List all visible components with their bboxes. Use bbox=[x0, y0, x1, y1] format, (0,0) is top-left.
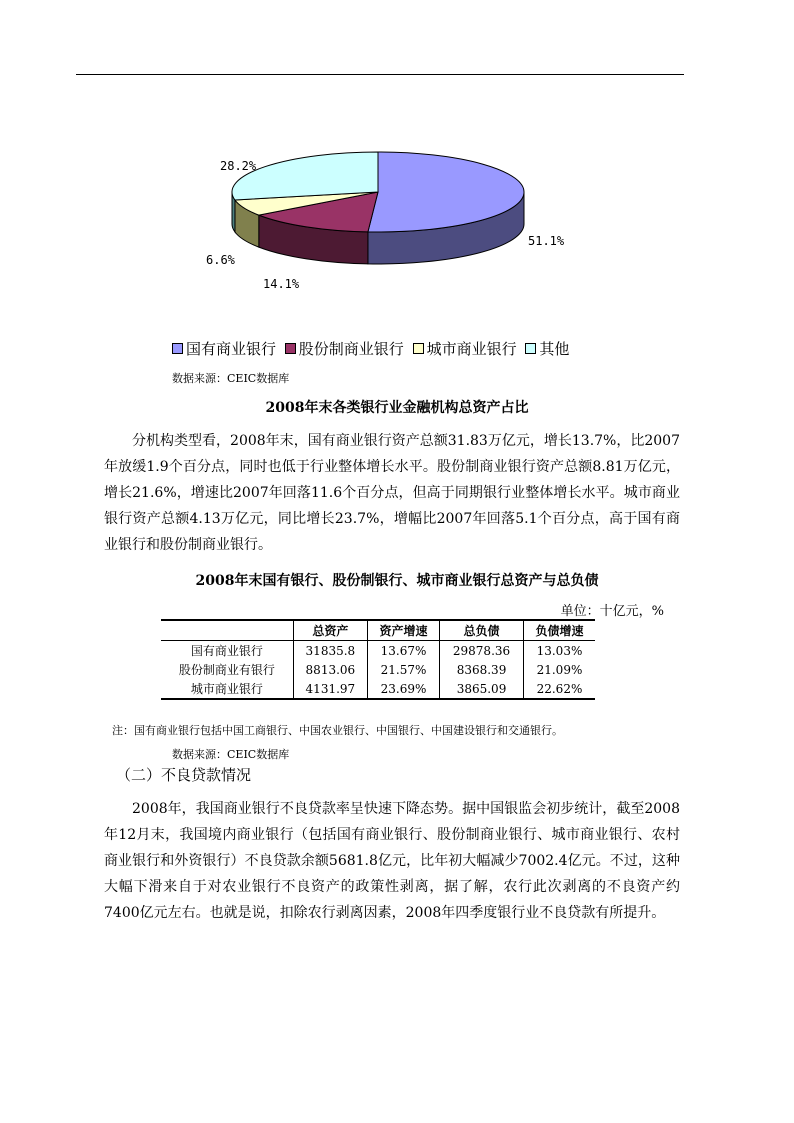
legend-swatch bbox=[172, 343, 183, 354]
table-cell: 31835.8 bbox=[293, 641, 367, 661]
chart-legend bbox=[172, 338, 573, 359]
table-caption: 2008年末国有银行、股份制银行、城市商业银行总资产与总负债 bbox=[195, 573, 599, 589]
table-cell: 22.62% bbox=[523, 679, 595, 699]
legend-swatch bbox=[413, 343, 424, 354]
pie-label-gufenzhi: 14.1% bbox=[263, 277, 300, 291]
legend-item-gufenzhi bbox=[285, 338, 404, 359]
pie-label-qita: 28.2% bbox=[220, 159, 257, 173]
table-row bbox=[161, 660, 595, 679]
section-title: （二）不良贷款情况 bbox=[116, 766, 252, 784]
legend-swatch bbox=[525, 343, 536, 354]
pie-chart bbox=[160, 140, 600, 300]
table-header-cell: 总资产 bbox=[293, 620, 367, 641]
legend-item-guoyou bbox=[172, 338, 276, 359]
pie-label-chengshi: 6.6% bbox=[206, 253, 235, 267]
table-cell: 3865.09 bbox=[440, 679, 524, 699]
table-header-row bbox=[161, 620, 595, 641]
table-row bbox=[161, 641, 595, 661]
legend-item-qita bbox=[525, 338, 569, 359]
table-row bbox=[161, 679, 595, 699]
legend-label: 股份制商业银行 bbox=[298, 340, 404, 358]
table-cell: 城市商业银行 bbox=[161, 679, 293, 699]
table-source: 数据来源：CEIC数据库 bbox=[172, 748, 290, 761]
table-cell: 国有商业银行 bbox=[190, 644, 263, 658]
table-cell: 13.03% bbox=[523, 641, 595, 661]
body-paragraph-1: 分机构类型看，2008年末，国有商业银行资产总额31.83万亿元，增长13.7%，比2007年放缓1.9个百分点，同时也低于行业整体增长水平。股份制商业银行资产总额8.81万亿元，增长21.6%，增速比2007年回落11.6个百分点，但高于同期银行业整体增长水平。城市商业银行资产总额4.13万亿元，同比增长23.7%，增幅比2007年回落5.1个百分点，高于国有商业银行和股份制商业银行。 bbox=[104, 433, 680, 553]
table-cell: 29878.36 bbox=[440, 641, 524, 661]
table-unit: 单位：十亿元，% bbox=[560, 604, 664, 619]
header-rule bbox=[76, 74, 684, 75]
chart-caption: 2008年末各类银行业金融机构总资产占比 bbox=[265, 400, 529, 416]
pie-label-guoyou: 51.1% bbox=[528, 234, 565, 248]
table-note: 注：国有商业银行包括中国工商银行、中国农业银行、中国银行、中国建设银行和交通银行。 bbox=[112, 724, 563, 737]
legend-label: 国有商业银行 bbox=[186, 340, 277, 358]
legend-label: 其他 bbox=[539, 340, 570, 358]
table-cell: 23.69% bbox=[367, 679, 439, 699]
table-cell: 21.09% bbox=[523, 660, 595, 679]
table-header-cell: 资产增速 bbox=[367, 620, 439, 641]
table-header-cell bbox=[161, 620, 293, 641]
body-paragraph-2: 2008年，我国商业银行不良贷款率呈快速下降态势。据中国银监会初步统计，截至2008年12月末，我国境内商业银行（包括国有商业银行、股份制商业银行、城市商业银行、农村商业银行和外资银行）不良贷款余额5681.8亿元，比年初大幅减少7002.4亿元。不过，这种大幅下滑来自于对农业银行不良资产的政策性剥离，据了解，农行此次剥离的不良资产约7400亿元左右。也就是说，扣除农行剥离因素，2008年四季度银行业不良贷款有所提升。 bbox=[104, 801, 680, 921]
table-cell: 股份制商业有银行 bbox=[178, 663, 275, 677]
table-cell: 21.57% bbox=[367, 660, 439, 679]
table-header-cell: 总负债 bbox=[440, 620, 524, 641]
table-cell: 8813.06 bbox=[293, 660, 367, 679]
legend-item-chengshi bbox=[413, 338, 517, 359]
table-cell: 4131.97 bbox=[293, 679, 367, 699]
table-header-cell: 负债增速 bbox=[523, 620, 595, 641]
chart-source: 数据来源：CEIC数据库 bbox=[172, 372, 290, 385]
legend-label: 城市商业银行 bbox=[426, 340, 517, 358]
assets-liabilities-table bbox=[161, 619, 595, 700]
table-cell: 8368.39 bbox=[440, 660, 524, 679]
table-cell: 13.67% bbox=[367, 641, 439, 661]
legend-swatch bbox=[285, 343, 296, 354]
